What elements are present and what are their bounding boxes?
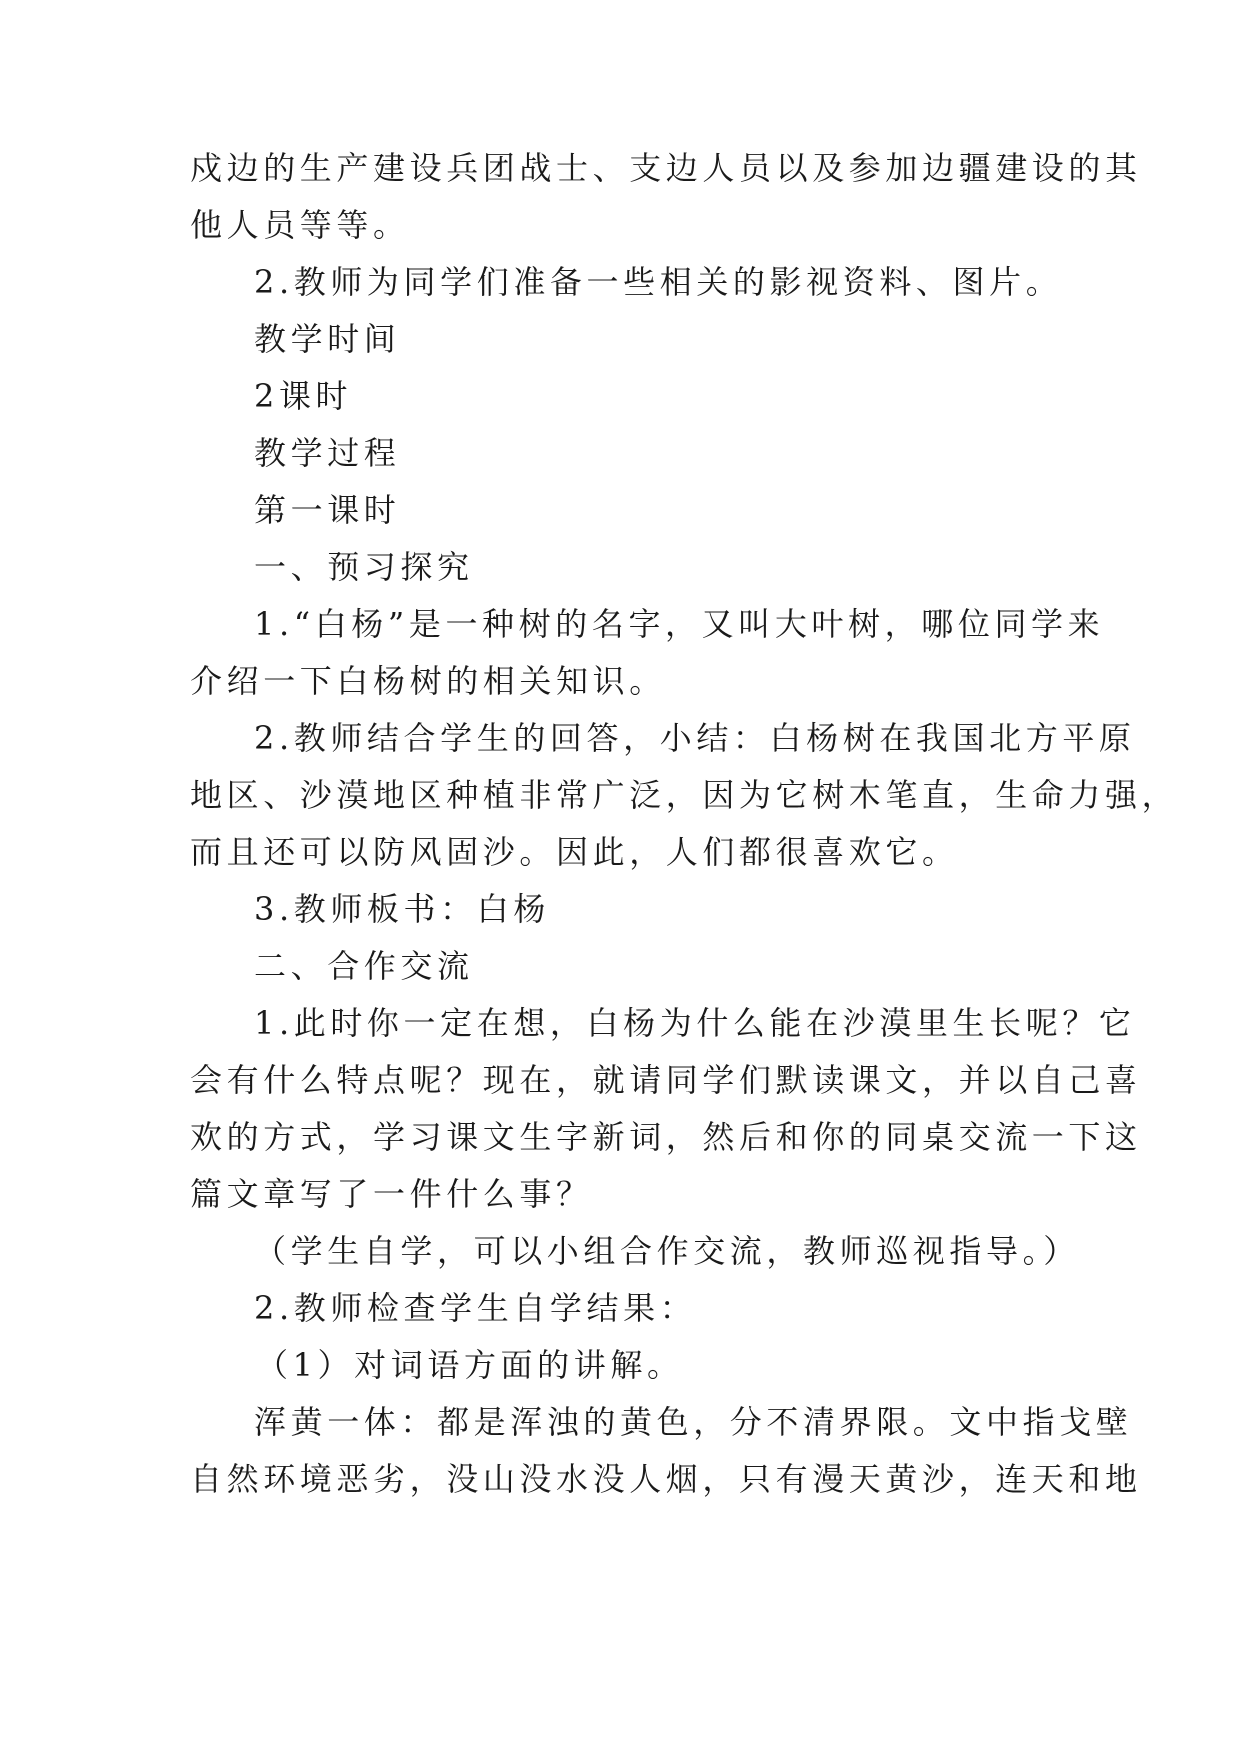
text-line: 2.教师为同学们准备一些相关的影视资料、图片。 [254, 263, 1063, 301]
section-heading: 教学过程 [254, 434, 401, 472]
text-line: 篇文章写了一件什么事？ [190, 1175, 593, 1213]
text-line: 2.教师检查学生自学结果： [254, 1289, 697, 1327]
text-line: 1.此时你一定在想，白杨为什么能在沙漠里生长呢？它 [254, 1004, 1136, 1042]
text-line: 欢的方式，学习课文生字新词，然后和你的同桌交流一下这 [190, 1118, 1142, 1156]
text-line: 戍边的生产建设兵团战士、支边人员以及参加边疆建设的其 [190, 149, 1142, 187]
text-line: 介绍一下白杨树的相关知识。 [190, 662, 666, 700]
section-heading: 二、合作交流 [254, 947, 474, 985]
section-heading: 第一课时 [254, 491, 401, 529]
text-line: （学生自学，可以小组合作交流，教师巡视指导。） [254, 1232, 1080, 1270]
text-line: （1）对词语方面的讲解。 [256, 1346, 684, 1384]
text-line: 2.教师结合学生的回答，小结：白杨树在我国北方平原 [254, 719, 1136, 757]
text-line: 会有什么特点呢？现在，就请同学们默读课文，并以自己喜 [190, 1061, 1142, 1099]
text-line: 地区、沙漠地区种植非常广泛，因为它树木笔直，生命力强， [190, 776, 1179, 814]
text-line: 他人员等等。 [190, 206, 410, 244]
text-line: 1.“白杨”是一种树的名字，又叫大叶树，哪位同学来 [254, 605, 1105, 643]
section-heading: 教学时间 [254, 320, 401, 358]
text-line: 2课时 [254, 377, 353, 415]
text-line: 3.教师板书：白杨 [254, 890, 550, 928]
section-heading: 一、预习探究 [254, 548, 474, 586]
text-line: 而且还可以防风固沙。因此，人们都很喜欢它。 [190, 833, 959, 871]
text-line: 浑黄一体：都是浑浊的黄色，分不清界限。文中指戈壁 [254, 1403, 1133, 1441]
text-line: 自然环境恶劣，没山没水没人烟，只有漫天黄沙，连天和地 [190, 1460, 1142, 1498]
